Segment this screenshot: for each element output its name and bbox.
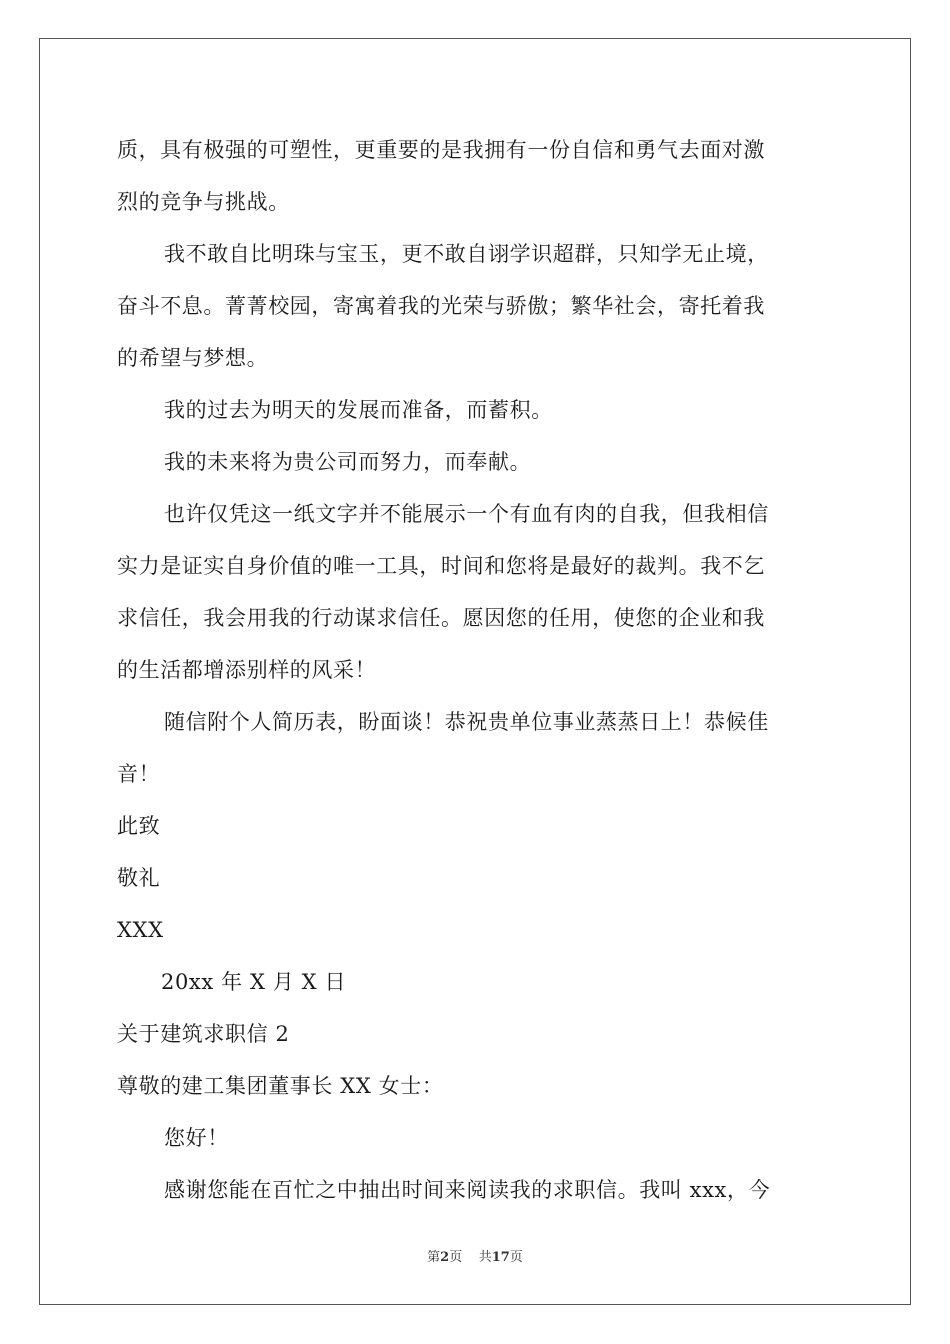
signature: XXX — [117, 918, 164, 942]
page-unit: 页 — [449, 1250, 463, 1265]
total-prefix: 共 — [478, 1250, 492, 1265]
body-line: 我的过去为明天的发展而准备，而蓄积。 — [164, 398, 553, 422]
body-line: 奋斗不息。菁菁校园，寄寓着我的光荣与骄傲；繁华社会，寄托着我 — [117, 294, 765, 318]
document-body — [117, 124, 835, 1216]
greeting: 您好！ — [164, 1126, 229, 1150]
closing-line: 此致 — [117, 814, 161, 838]
page-current: 2 — [440, 1250, 450, 1265]
page-prefix: 第 — [427, 1250, 441, 1265]
closing-line: 敬礼 — [117, 866, 161, 890]
body-line: 质，具有极强的可塑性，更重要的是我拥有一份自信和勇气去面对激 — [117, 138, 765, 162]
body-line: 实力是证实自身价值的唯一工具，时间和您将是最好的裁判。我不乞 — [117, 554, 765, 578]
page-total: 17 — [491, 1250, 510, 1265]
body-line: 随信附个人简历表，盼面谈！恭祝贵单位事业蒸蒸日上！恭候佳 — [164, 710, 769, 734]
body-line: 音！ — [117, 762, 161, 786]
section-title: 关于建筑求职信 2 — [117, 1022, 290, 1046]
body-line: 我的未来将为贵公司而努力，而奉献。 — [164, 450, 532, 474]
body-line: 我不敢自比明珠与宝玉，更不敢自诩学识超群，只知学无止境， — [164, 242, 769, 266]
body-line: 的生活都增添别样的风采！ — [117, 658, 377, 682]
total-unit: 页 — [509, 1250, 523, 1265]
body-line: 烈的竞争与挑战。 — [117, 190, 290, 214]
body-line: 感谢您能在百忙之中抽出时间来阅读我的求职信。我叫 xxx，今 — [164, 1178, 771, 1202]
body-line: 求信任，我会用我的行动谋求信任。愿因您的任用，使您的企业和我 — [117, 606, 765, 630]
page-footer — [0, 1246, 950, 1265]
letter-date: 20xx 年 X 月 X 日 — [161, 970, 347, 994]
body-line: 也许仅凭这一纸文字并不能展示一个有血有肉的自我，但我相信 — [164, 502, 769, 526]
body-line: 的希望与梦想。 — [117, 346, 269, 370]
salutation: 尊敬的建工集团董事长 XX 女士： — [117, 1074, 444, 1098]
